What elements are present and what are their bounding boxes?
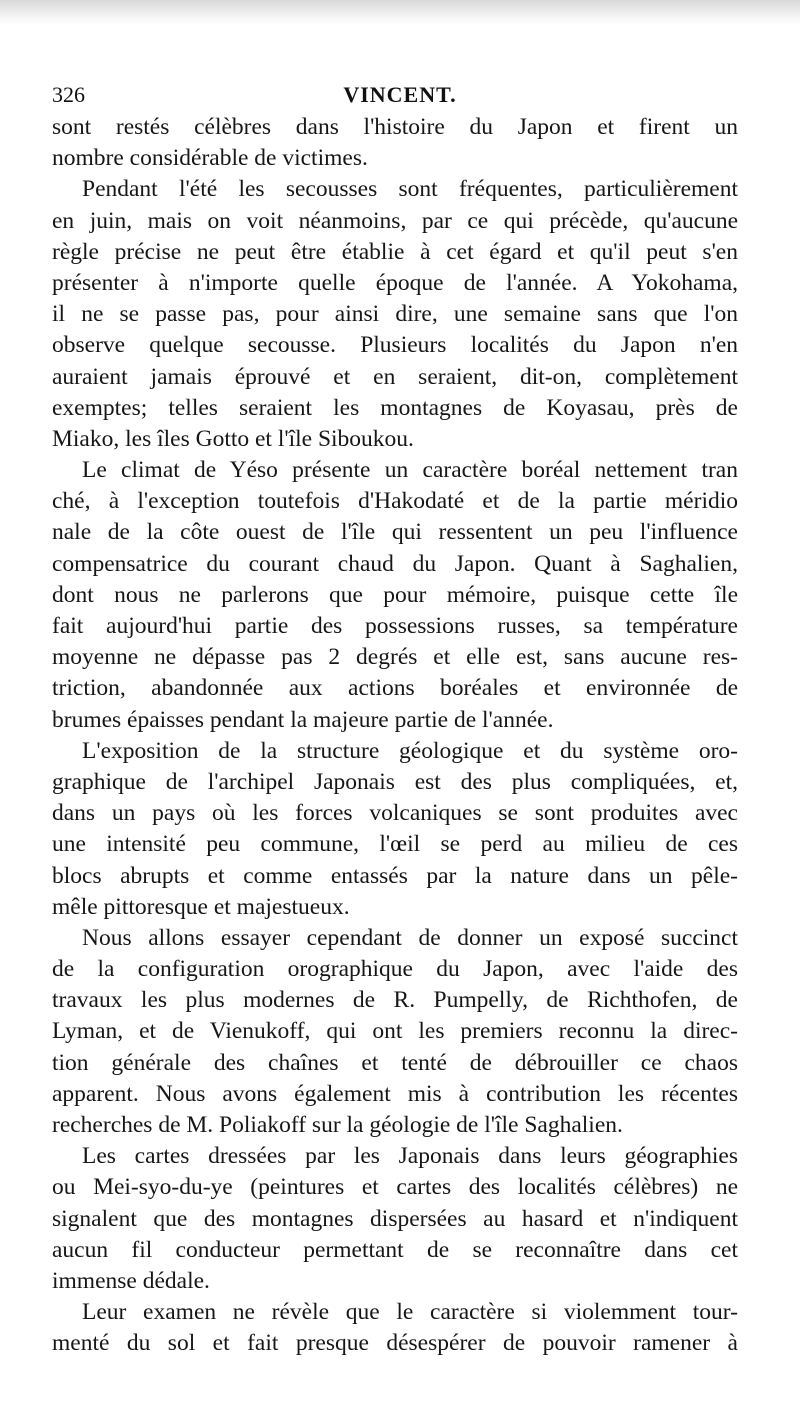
text-line: règle précise ne peut être établie à cet égard et qu'il peut s'en bbox=[52, 238, 738, 265]
paragraph-first-line: Nous allons essayer cependant de donner un exposé succinct bbox=[82, 924, 738, 951]
text-line: en juin, mais on voit néanmoins, par ce qui précède, qu'aucune bbox=[52, 207, 738, 234]
text-line: il ne se passe pas, pour ainsi dire, une semaine sans que l'on bbox=[52, 301, 738, 328]
text-line: compensatrice du courant chaud du Japon. Quant à Saghalien, bbox=[52, 550, 738, 577]
text-line: Lyman, et de Vienukoff, qui ont les premiers reconnu la direc- bbox=[52, 1018, 738, 1045]
text-line: dans un pays où les forces volcaniques se sont produites avec bbox=[52, 800, 738, 827]
text-line: recherches de M. Poliakoff sur la géologie de l'île Saghalien. bbox=[52, 1112, 623, 1138]
text-line: apparent. Nous avons également mis à contribution les récentes bbox=[52, 1080, 738, 1107]
text-line: triction, abandonnée aux actions boréales et environnée de bbox=[52, 675, 738, 702]
text-line: ou Mei-syo-du-ye (peintures et cartes des localités célèbres) ne bbox=[52, 1174, 738, 1201]
paragraph-first-line: L'exposition de la structure géologique et du système oro- bbox=[82, 737, 738, 764]
page-edge-shading bbox=[0, 0, 800, 26]
text-line: moyenne ne dépasse pas 2 degrés et elle est, sans aucune res- bbox=[52, 644, 738, 671]
text-line: tion générale des chaînes et tenté de débrouiller ce chaos bbox=[52, 1049, 738, 1076]
text-line: Miako, les îles Gotto et l'île Siboukou. bbox=[52, 425, 414, 452]
text-line: fait aujourd'hui partie des possessions russes, sa température bbox=[52, 613, 738, 639]
text-line: dont nous ne parlerons que pour mémoire, puisque cette île bbox=[52, 581, 738, 608]
page-header bbox=[0, 82, 800, 112]
text-line: exemptes; telles seraient les montagnes de Koyasau, près de bbox=[52, 394, 738, 421]
page-number: 326 bbox=[52, 82, 85, 107]
paragraph-first-line: Les cartes dressées par les Japonais dans leurs géographies bbox=[82, 1143, 738, 1170]
text-line: menté du sol et fait presque désespérer de pouvoir ramener à bbox=[52, 1330, 738, 1357]
text-line: immense dédale. bbox=[52, 1267, 210, 1294]
running-head: VINCENT. bbox=[343, 82, 457, 107]
text-line: signalent que des montagnes dispersées au hasard et n'indiquent bbox=[52, 1205, 738, 1232]
text-line: graphique de l'archipel Japonais est des plus compliquées, et, bbox=[52, 768, 738, 795]
text-line: ché, à l'exception toutefois d'Hakodaté et de la partie méridio bbox=[52, 488, 738, 515]
text-line: brumes épaisses pendant la majeure partie de l'année. bbox=[52, 706, 554, 733]
paragraph-first-line: Leur examen ne révèle que le caractère si violemment tour- bbox=[82, 1299, 738, 1326]
text-line: blocs abrupts et comme entassés par la nature dans un pêle- bbox=[52, 862, 738, 889]
body-text bbox=[52, 112, 738, 1360]
text-line: une intensité peu commune, l'œil se perd au milieu de ces bbox=[52, 831, 738, 858]
text-line: travaux les plus modernes de R. Pumpelly, de Richthofen, de bbox=[52, 987, 738, 1014]
text-line: auraient jamais éprouvé et en seraient, dit-on, complètement bbox=[52, 363, 738, 390]
text-line: nale de la côte ouest de l'île qui ressentent un peu l'influence bbox=[52, 519, 738, 546]
paragraph-first-line: Pendant l'été les secousses sont fréquentes, particulièrement bbox=[82, 176, 738, 203]
text-line: aucun fil conducteur permettant de se reconnaître dans cet bbox=[52, 1236, 738, 1263]
text-line: présenter à n'importe quelle époque de l'année. A Yokohama, bbox=[52, 269, 738, 296]
text-line: mêle pittoresque et majestueux. bbox=[52, 893, 350, 920]
text-line: nombre considérable de victimes. bbox=[52, 145, 368, 172]
text-line: sont restés célèbres dans l'histoire du Japon et firent un bbox=[52, 114, 738, 140]
text-line: observe quelque secousse. Plusieurs localités du Japon n'en bbox=[52, 332, 738, 359]
paragraph-first-line: Le climat de Yéso présente un caractère boréal nettement tran bbox=[82, 457, 738, 484]
text-line: de la configuration orographique du Japon, avec l'aide des bbox=[52, 956, 738, 983]
